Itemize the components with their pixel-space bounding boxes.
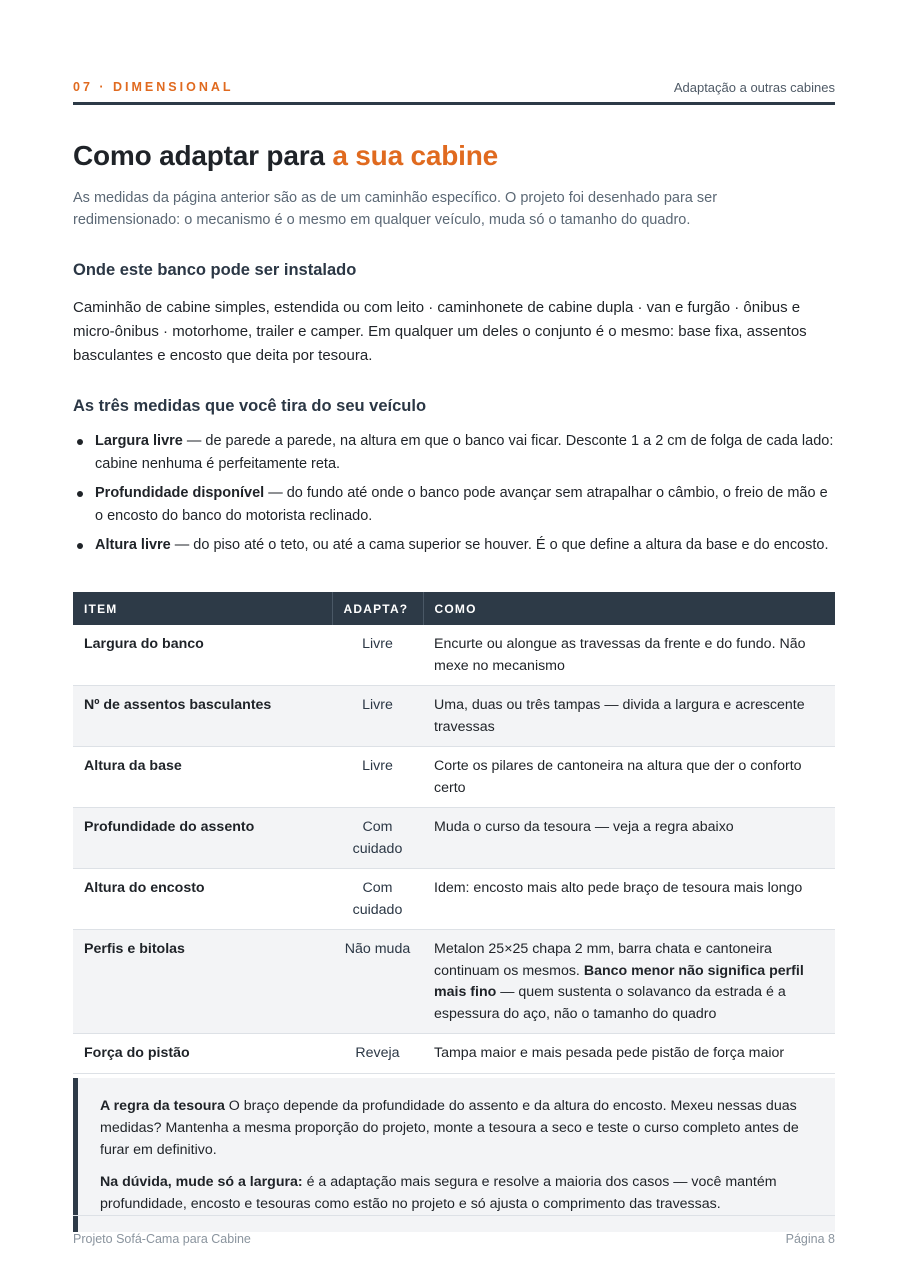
table-row xyxy=(73,930,835,1034)
table-row xyxy=(73,869,835,930)
cell-adapta: Livre xyxy=(332,625,423,686)
cell-como: Idem: encosto mais alto pede braço de tesoura mais longo xyxy=(423,869,835,930)
callout-tip-text: é a adaptação mais segura e resolve a maioria dos casos — você mantém profundidade, encosto e tesouras como estão no projeto e só ajusta o comprimento das travessas. xyxy=(100,1174,777,1212)
list-item xyxy=(73,534,835,557)
column-header-item: ITEM xyxy=(73,592,332,625)
cell-adapta: Com cuidado xyxy=(332,869,423,930)
table-header-row xyxy=(73,592,835,625)
cell-item: Altura do encosto xyxy=(73,869,332,930)
adaptation-table xyxy=(73,592,835,1074)
cell-item: Nº de assentos basculantes xyxy=(73,686,332,747)
table-row xyxy=(73,1034,835,1074)
bullet-term: Altura livre xyxy=(95,537,171,553)
list-item xyxy=(73,482,835,528)
page-title xyxy=(73,140,498,172)
callout-text: O braço depende da profundidade do assento e da altura do encosto. Mexeu nessas duas medidas? Mantenha a mesma proporção do projeto, monte a tesoura a seco e teste o curso completo antes de furar em definitivo. xyxy=(100,1098,799,1158)
table-row xyxy=(73,808,835,869)
cell-como: Tampa maior e mais pesada pede pistão de força maior xyxy=(423,1034,835,1074)
list-item xyxy=(73,430,835,476)
section-tag: 07 · DIMENSIONAL xyxy=(73,80,234,94)
cell-adapta: Reveja xyxy=(332,1034,423,1074)
page-header xyxy=(73,78,835,105)
cell-item: Força do pistão xyxy=(73,1034,332,1074)
install-paragraph: Caminhão de cabine simples, estendida ou com leito · caminhonete de cabine dupla · van e furgão · ônibus e micro-ônibus · motorhome, trailer e camper. Em qualquer um deles o conjunto é o mesmo: base fixa, assentos basculantes e encosto que deita por tesoura. xyxy=(73,299,807,364)
bullet-text: — do piso até o teto, ou até a cama superior se houver. É o que define a altura da base e do encosto. xyxy=(170,537,829,553)
table-row xyxy=(73,747,835,808)
cell-como xyxy=(423,930,835,1034)
table-row xyxy=(73,686,835,747)
cell-adapta: Com cuidado xyxy=(332,808,423,869)
table-row xyxy=(73,625,835,686)
cell-adapta: Livre xyxy=(332,747,423,808)
bullet-text: — do fundo até onde o banco pode avançar sem atrapalhar o câmbio, o freio de mão e o encosto do banco do motorista reclinado. xyxy=(95,485,828,524)
cell-adapta: Livre xyxy=(332,686,423,747)
scissor-rule-callout xyxy=(73,1078,835,1232)
cell-como: Encurte ou alongue as travessas da frente e do fundo. Não mexe no mecanismo xyxy=(423,625,835,686)
bullet-icon xyxy=(77,439,83,445)
cell-como-emphasis: Banco menor não significa perfil mais fino xyxy=(434,962,804,1000)
header-subtitle: Adaptação a outras cabines xyxy=(673,80,835,95)
bullet-term: Profundidade disponível xyxy=(95,485,265,501)
callout-tip-title: Na dúvida, mude só a largura: xyxy=(100,1174,303,1190)
cell-como-text-end: — quem sustenta o solavanco da estrada é a espessura do aço, não o tamanho do quadro xyxy=(434,984,786,1022)
footer-project-name: Projeto Sofá-Cama para Cabine xyxy=(73,1232,251,1246)
cell-como: Muda o curso da tesoura — veja a regra abaixo xyxy=(423,808,835,869)
column-header-adapta: ADAPTA? xyxy=(332,592,423,625)
cell-item: Profundidade do assento xyxy=(73,808,332,869)
cell-item: Perfis e bitolas xyxy=(73,930,332,1034)
cell-como: Corte os pilares de cantoneira na altura que der o conforto certo xyxy=(423,747,835,808)
measures-list xyxy=(73,430,835,563)
title-main: Como adaptar para xyxy=(73,140,333,171)
section-heading-install: Onde este banco pode ser instalado xyxy=(73,261,357,279)
bullet-text: — de parede a parede, na altura em que o banco vai ficar. Desconte 1 a 2 cm de folga de cada lado: cabine nenhuma é perfeitamente reta. xyxy=(95,433,834,472)
bullet-icon xyxy=(77,491,83,497)
intro-text: As medidas da página anterior são as de um caminhão específico. O projeto foi desenhado para ser redimensionado: o mecanismo é o mesmo em qualquer veículo, muda só o tamanho do quadro. xyxy=(73,190,718,228)
cell-adapta: Não muda xyxy=(332,930,423,1034)
callout-paragraph xyxy=(100,1171,813,1215)
column-header-como: COMO xyxy=(423,592,835,625)
cell-como-text: Metalon 25×25 chapa 2 mm, barra chata e cantoneira continuam os mesmos. xyxy=(434,941,772,979)
page-footer xyxy=(73,1215,835,1246)
cell-como: Uma, duas ou três tampas — divida a largura e acrescente travessas xyxy=(423,686,835,747)
title-accent: a sua cabine xyxy=(332,140,499,171)
bullet-icon xyxy=(77,543,83,549)
cell-item: Largura do banco xyxy=(73,625,332,686)
callout-paragraph xyxy=(100,1095,813,1161)
bullet-term: Largura livre xyxy=(95,433,183,449)
cell-item: Altura da base xyxy=(73,747,332,808)
section-heading-measures: As três medidas que você tira do seu veículo xyxy=(73,397,427,415)
callout-title: A regra da tesoura xyxy=(100,1098,225,1114)
page-number: Página 8 xyxy=(785,1232,835,1246)
